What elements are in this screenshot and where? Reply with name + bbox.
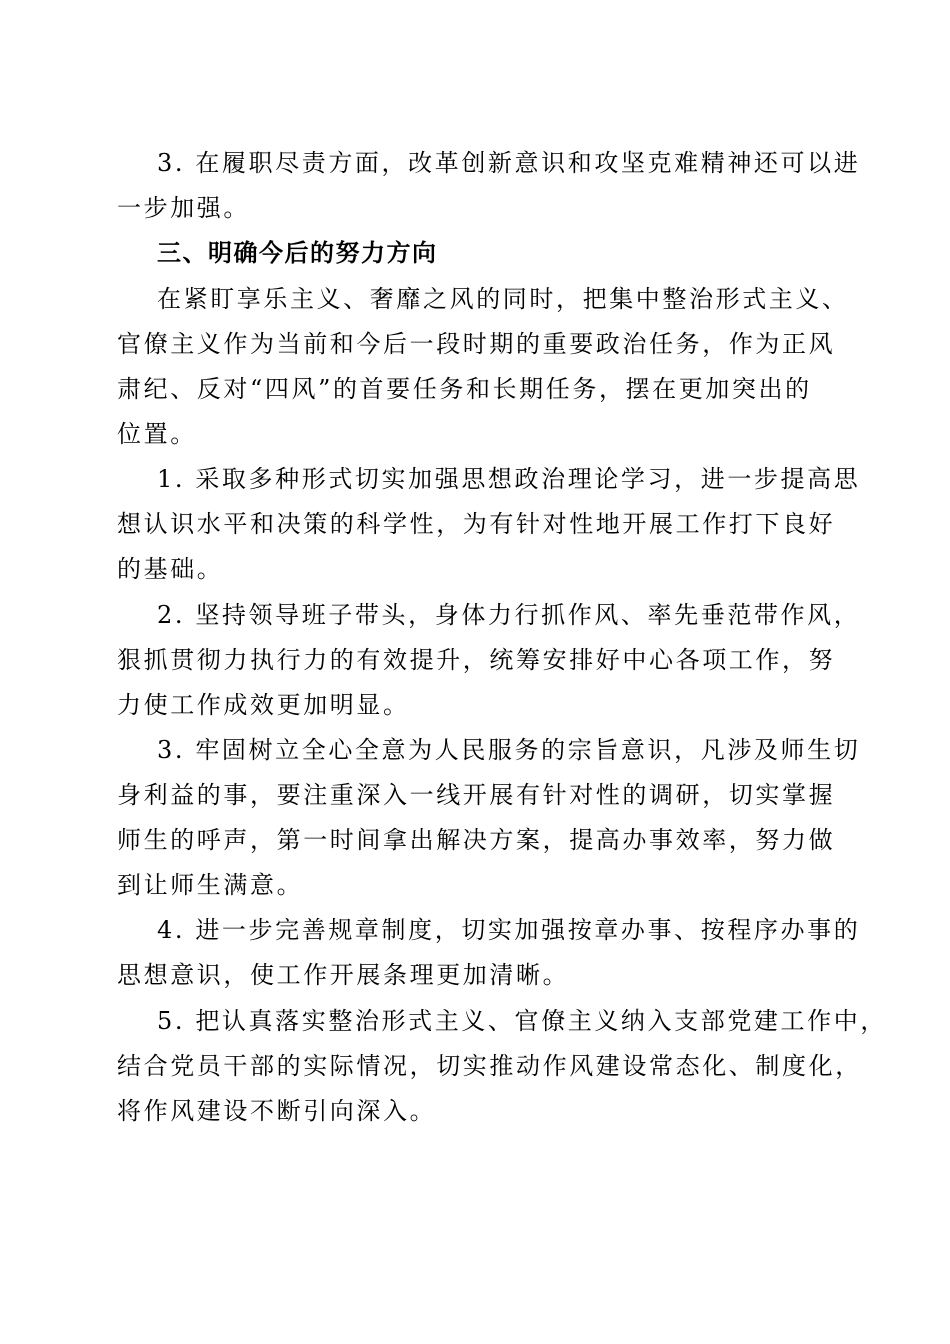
item-3-line-3: 师生的呼声，第一时间拿出解决方案，提高办事效率，努力做 <box>117 826 836 854</box>
item-2-line-1: 2. 坚持领导班子带头，身体力行抓作风、率先垂范带作风， <box>157 601 861 629</box>
item-2-line-3: 力使工作成效更加明显。 <box>117 691 410 719</box>
intro-line-2: 官僚主义作为当前和今后一段时期的重要政治任务，作为正风 <box>117 330 836 358</box>
item-1-line-1: 1. 采取多种形式切实加强思想政治理论学习，进一步提高思 <box>157 465 861 493</box>
item-3-line-4: 到让师生满意。 <box>117 871 304 899</box>
item-3-line-2: 身利益的事，要注重深入一线开展有针对性的调研，切实掌握 <box>117 781 836 809</box>
item-5-line-3: 将作风建设不断引向深入。 <box>117 1097 437 1125</box>
item-2-line-2: 狠抓贯彻力执行力的有效提升，统筹安排好中心各项工作，努 <box>117 646 836 674</box>
intro-line-4: 位置。 <box>117 420 197 448</box>
item-1-line-2: 想认识水平和决策的科学性，为有针对性地开展工作打下良好 <box>117 510 836 538</box>
intro-line-3: 肃纪、反对“四风”的首要任务和长期任务，摆在更加突出的 <box>117 375 812 403</box>
intro-line-1: 在紧盯享乐主义、奢靡之风的同时，把集中整治形式主义、 <box>157 285 849 313</box>
prev-item-3-line-1: 3. 在履职尽责方面，改革创新意识和攻坚克难精神还可以进 <box>157 149 861 177</box>
prev-item-3-line-2: 一步加强。 <box>117 194 250 222</box>
item-4-line-1: 4. 进一步完善规章制度，切实加强按章办事、按程序办事的 <box>157 916 861 944</box>
item-3-line-1: 3. 牢固树立全心全意为人民服务的宗旨意识，凡涉及师生切 <box>157 736 861 764</box>
item-5-line-2: 结合党员干部的实际情况，切实推动作风建设常态化、制度化， <box>117 1052 862 1080</box>
item-1-line-3: 的基础。 <box>117 555 224 583</box>
section-heading: 三、明确今后的努力方向 <box>157 239 438 267</box>
item-4-line-2: 思想意识，使工作开展条理更加清晰。 <box>117 961 570 989</box>
item-5-line-1: 5. 把认真落实整治形式主义、官僚主义纳入支部党建工作中， <box>157 1007 887 1035</box>
